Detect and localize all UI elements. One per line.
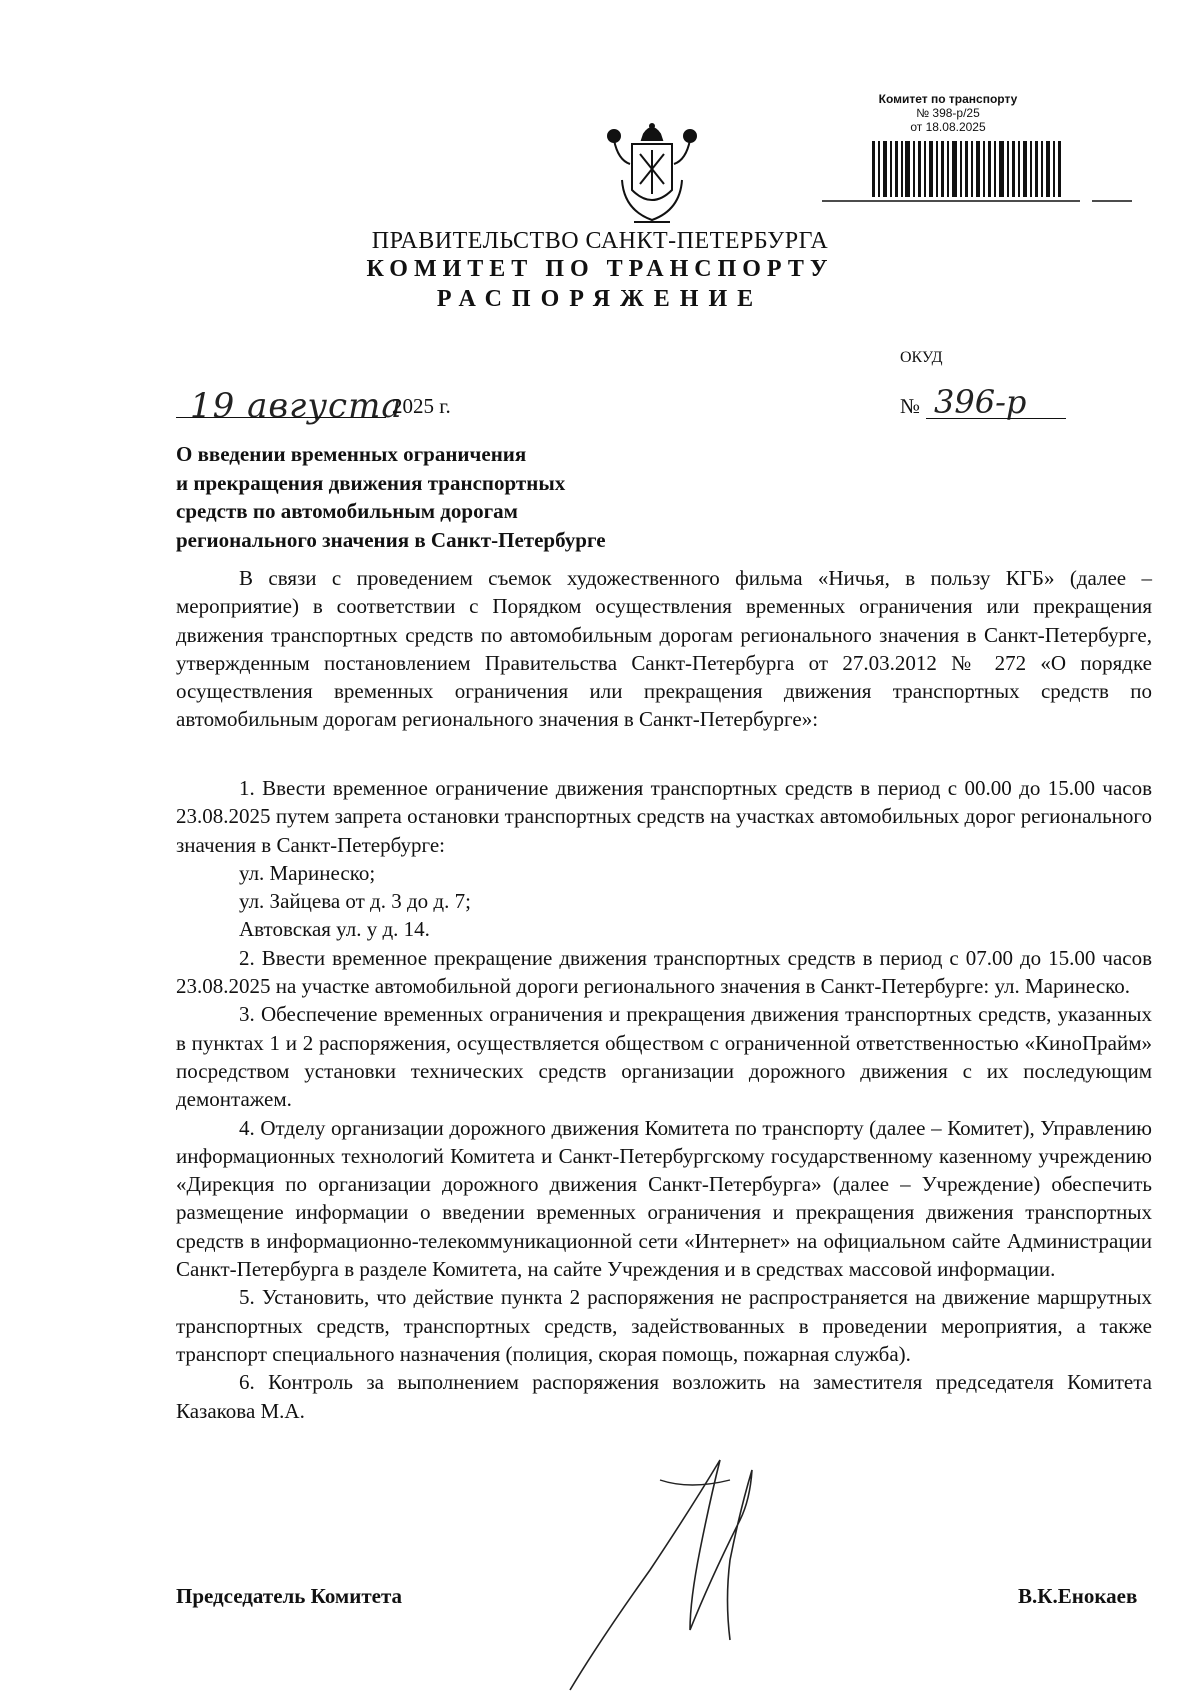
stamp-date: от 18.08.2025 [910,120,986,134]
number-underline [926,418,1066,419]
handwritten-date: 19 августа [190,386,403,426]
doc-type-title: РАСПОРЯЖЕНИЕ [436,286,764,312]
subject-line: и прекращения движения транспортных [176,470,566,495]
address-item: Автовская ул. у д. 14. [239,917,430,942]
subject-line: регионального значения в Санкт-Петербурге [176,527,606,552]
stamp-org: Комитет по транспорту [878,92,1018,106]
intro-paragraph-block [176,564,1152,734]
item-6: 6. Контроль за выполнением распоряжения возложить на заместителя председателя Комитета Казакова М.А. [176,1370,1152,1423]
committee-title: КОМИТЕТ ПО ТРАНСПОРТУ [366,256,834,282]
item-5: 5. Установить, что действие пункта 2 распоряжения не распространяется на движение маршрутных транспортных средств, транспортных средств, задействованных в проведении мероприятия, а также транспорт специального назначения (полиция, скорая помощь, пожарная служба). [176,1285,1152,1366]
date-underline [176,417,386,418]
year-label: 2025 г. [392,394,451,418]
coat-of-arms-emblem [604,120,700,232]
handwritten-number: 396-р [934,383,1027,421]
okud-label: ОКУД [900,349,943,366]
subject-line: средств по автомобильным дорогам [176,499,518,523]
barcode [870,141,1070,201]
item-1: 1. Ввести временное ограничение движения транспортных средств в период с 00.00 до 15.00 часов 23.08.2025 путем запрета остановки транспортных средств на участках автомобильных дорог регионального значения в Санкт-Петербурге: [176,776,1152,857]
registration-stamp [828,92,1068,134]
signer-name: В.К.Енокаев [1018,1584,1138,1608]
signer-position: Председатель Комитета [176,1584,403,1608]
item-4: 4. Отделу организации дорожного движения Комитета по транспорту (далее – Комитет), Управлению информационных технологий Комитета и Санкт-Петербургскому государственному казенному учреждению «Дирекция по организации дорожного движения Санкт-Петербурга» (далее – Учреждение) обеспечить размещение информации о введении временных ограничения и прекращения движения транспортных средств в информационно-телекоммуникационной сети «Интернет» на официальном сайте Администрации Санкт-Петербурга в разделе Комитета, на сайте Учреждения и в средствах массовой информации. [176,1115,1152,1282]
government-title: ПРАВИТЕЛЬСТВО САНКТ-ПЕТЕРБУРГА [371,228,829,254]
subject-line: О введении временных ограничения [176,442,527,466]
order-items [176,774,1152,1425]
intro-paragraph: В связи с проведением съемок художественного фильма «Ничья, в пользу КГБ» (далее – мероприятие) в соответствии с Порядком осуществления временных ограничения или прекращения движения транспортных средств по автомобильным дорогам регионального значения в Санкт-Петербурге, утвержденным постановлением Правительства Санкт-Петербурга от 27.03.2012 № 272 «О порядке осуществления временных ограничения или прекращения движения транспортных средств по автомобильным дорогам регионального значения в Санкт-Петербурге»: [176,566,1152,732]
number-sign: № [900,394,921,418]
address-item: ул. Зайцева от д. 3 до д. 7; [239,889,471,914]
handwritten-signature [540,1440,840,1700]
address-item: ул. Маринеско; [239,860,376,885]
stamp-number: № 398-р/25 [916,106,980,120]
document-subject [176,440,606,554]
item-3: 3. Обеспечение временных ограничения и прекращения движения транспортных средств, указанных в пунктах 1 и 2 распоряжения, осуществляется обществом с ограниченной ответственностью «КиноПрайм» посредством установки технических средств организации дорожного движения с их последующим демонтажем. [176,1002,1152,1112]
item-2: 2. Ввести временное прекращение движения транспортных средств в период с 07.00 до 15.00 часов 23.08.2025 на участке автомобильной дороги регионального значения в Санкт-Петербурге: ул. Маринеско. [176,945,1152,999]
